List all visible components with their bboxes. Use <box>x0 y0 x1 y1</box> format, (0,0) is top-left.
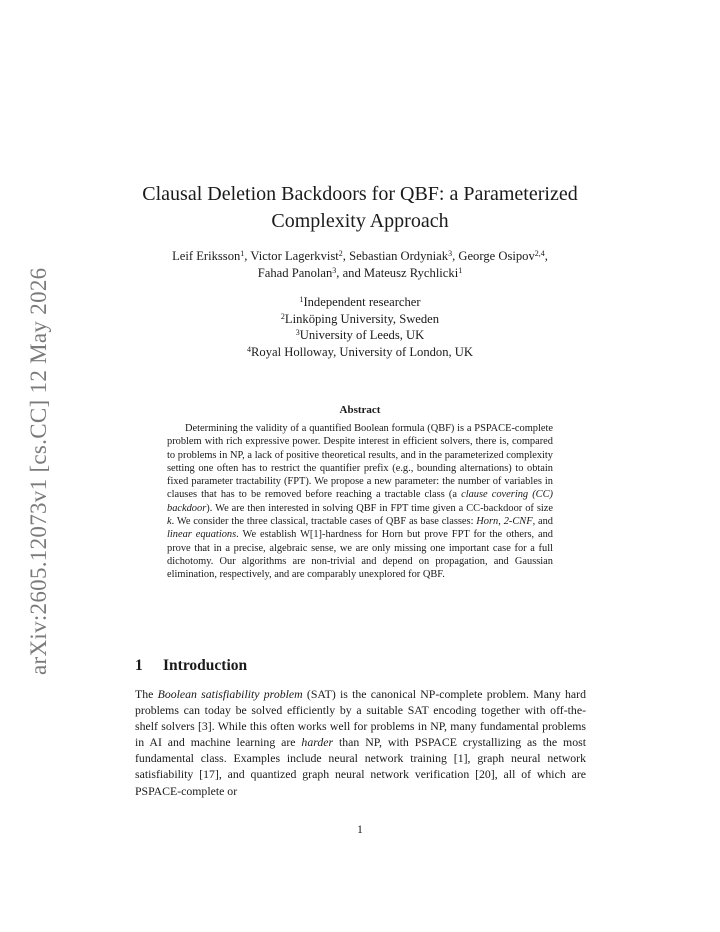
abstract-emphasis: Horn <box>476 516 499 528</box>
author-affiliation-mark: 1 <box>458 266 463 275</box>
author-separator: , <box>244 249 251 263</box>
abstract-text: ). We are then interested in solving QBF in FPT time given a CC-backdoor of size <box>206 502 553 514</box>
affiliation <box>160 294 560 311</box>
author-name: Leif Eriksson <box>172 249 241 263</box>
arxiv-identifier-stamp <box>18 257 56 675</box>
abstract-text: Determining the validity of a quantified Boolean formula (QBF) is a PSPACE-complete problem with rich expressive power. Despite interest in efficient solvers, there is, compared to problems in NP, a lack of positive theoretical results, and in the parameterized complexity setting one often has to restrict the quantifier prefix (e.g., bounding alternations) to obtain fixed parameter tractability (FPT). We propose a new parameter: the number of variables in clauses that has to be removed before reaching a tractable class (a <box>167 423 553 501</box>
author-name: Mateusz Rychlicki <box>363 266 459 280</box>
title-line-2: Complexity Approach <box>271 210 449 232</box>
author-name: Victor Lagerkvist <box>250 249 339 263</box>
abstract-text: , <box>498 516 504 528</box>
affiliation-text: University of Leeds, UK <box>299 328 425 342</box>
author-affiliation-mark: 1 <box>240 249 245 258</box>
abstract-heading: Abstract <box>339 404 381 416</box>
affiliation-text: Independent researcher <box>303 295 421 309</box>
abstract-emphasis: 2-CNF <box>503 516 533 528</box>
arxiv-stamp-text: arXiv:2605.12073v1 [cs.CC] 12 May 2026 <box>26 267 51 675</box>
body-text: than NP, with PSPACE crystallizing as the most fundamental class. Examples include neural network training [1], graph neural network satisfiability [17], and quantized graph neural network verification [20], all of which are PSPACE-complete or <box>135 735 586 798</box>
author-affiliation-mark: 3 <box>332 266 337 275</box>
abstract-text: . We consider the three classical, tractable cases of QBF as base classes: <box>171 516 477 528</box>
body-emphasis: harder <box>301 735 334 750</box>
introduction-paragraph <box>135 686 586 799</box>
affiliation-mark: 3 <box>295 328 300 337</box>
abstract-emphasis: clause covering (CC) backdoor <box>167 489 553 514</box>
page-number: 1 <box>357 822 363 836</box>
affiliation <box>160 344 560 361</box>
author-separator: , <box>544 249 548 263</box>
author-name: George Osipov <box>458 249 535 263</box>
abstract-emphasis: k <box>167 516 172 528</box>
section-number: 1 <box>135 657 143 674</box>
author-name: Sebastian Ordyniak <box>349 249 449 263</box>
body-text: The <box>135 687 158 701</box>
affiliation-list <box>160 294 560 360</box>
affiliation <box>160 311 560 328</box>
author-affiliation-mark: 3 <box>448 249 453 258</box>
author-separator: , and <box>336 266 364 280</box>
abstract-emphasis: linear equations <box>167 529 237 541</box>
author-separator: , <box>342 249 350 263</box>
author-name: Fahad Panolan <box>257 266 333 280</box>
section-heading <box>135 657 585 675</box>
abstract-paragraph <box>167 422 553 582</box>
body-emphasis: Boolean satisfiability problem <box>157 687 303 701</box>
title-line-1: Clausal Deletion Backdoors for QBF: a Parameterized <box>142 183 578 205</box>
abstract-text: . We establish W[1]-hardness for Horn but prove FPT for the others, and prove that in a precise, algebraic sense, we are only missing one important case for a full dichotomy. Our algorithms are non-trivial and depend on propagation, and Gaussian elimination, respectively, and are comparably unexplored for QBF. <box>167 529 554 581</box>
author-line-2 <box>110 265 610 282</box>
body-text: (SAT) is the canonical NP-complete problem. Many hard problems can today be solved efficiently by a suitable SAT encoding together with off-the-shelf solvers [3]. While this often works well for problems in NP, many fundamental problems in AI and machine learning are <box>135 687 586 750</box>
author-affiliation-mark: 2 <box>338 249 343 258</box>
affiliation-text: Linköping University, Sweden <box>284 311 440 326</box>
abstract-text: , and <box>532 516 553 528</box>
author-list <box>110 248 610 282</box>
author-separator: , <box>452 249 459 263</box>
affiliation-mark: 2 <box>280 311 285 321</box>
affiliation-mark: 4 <box>247 344 251 354</box>
paper-title <box>120 181 600 235</box>
author-affiliation-mark: 2,4 <box>534 249 545 258</box>
affiliation-text: Royal Holloway, University of London, UK <box>251 344 473 359</box>
section-title: Introduction <box>163 657 248 674</box>
author-line-1 <box>110 248 610 265</box>
affiliation-mark: 1 <box>299 295 304 304</box>
affiliation <box>160 327 560 344</box>
